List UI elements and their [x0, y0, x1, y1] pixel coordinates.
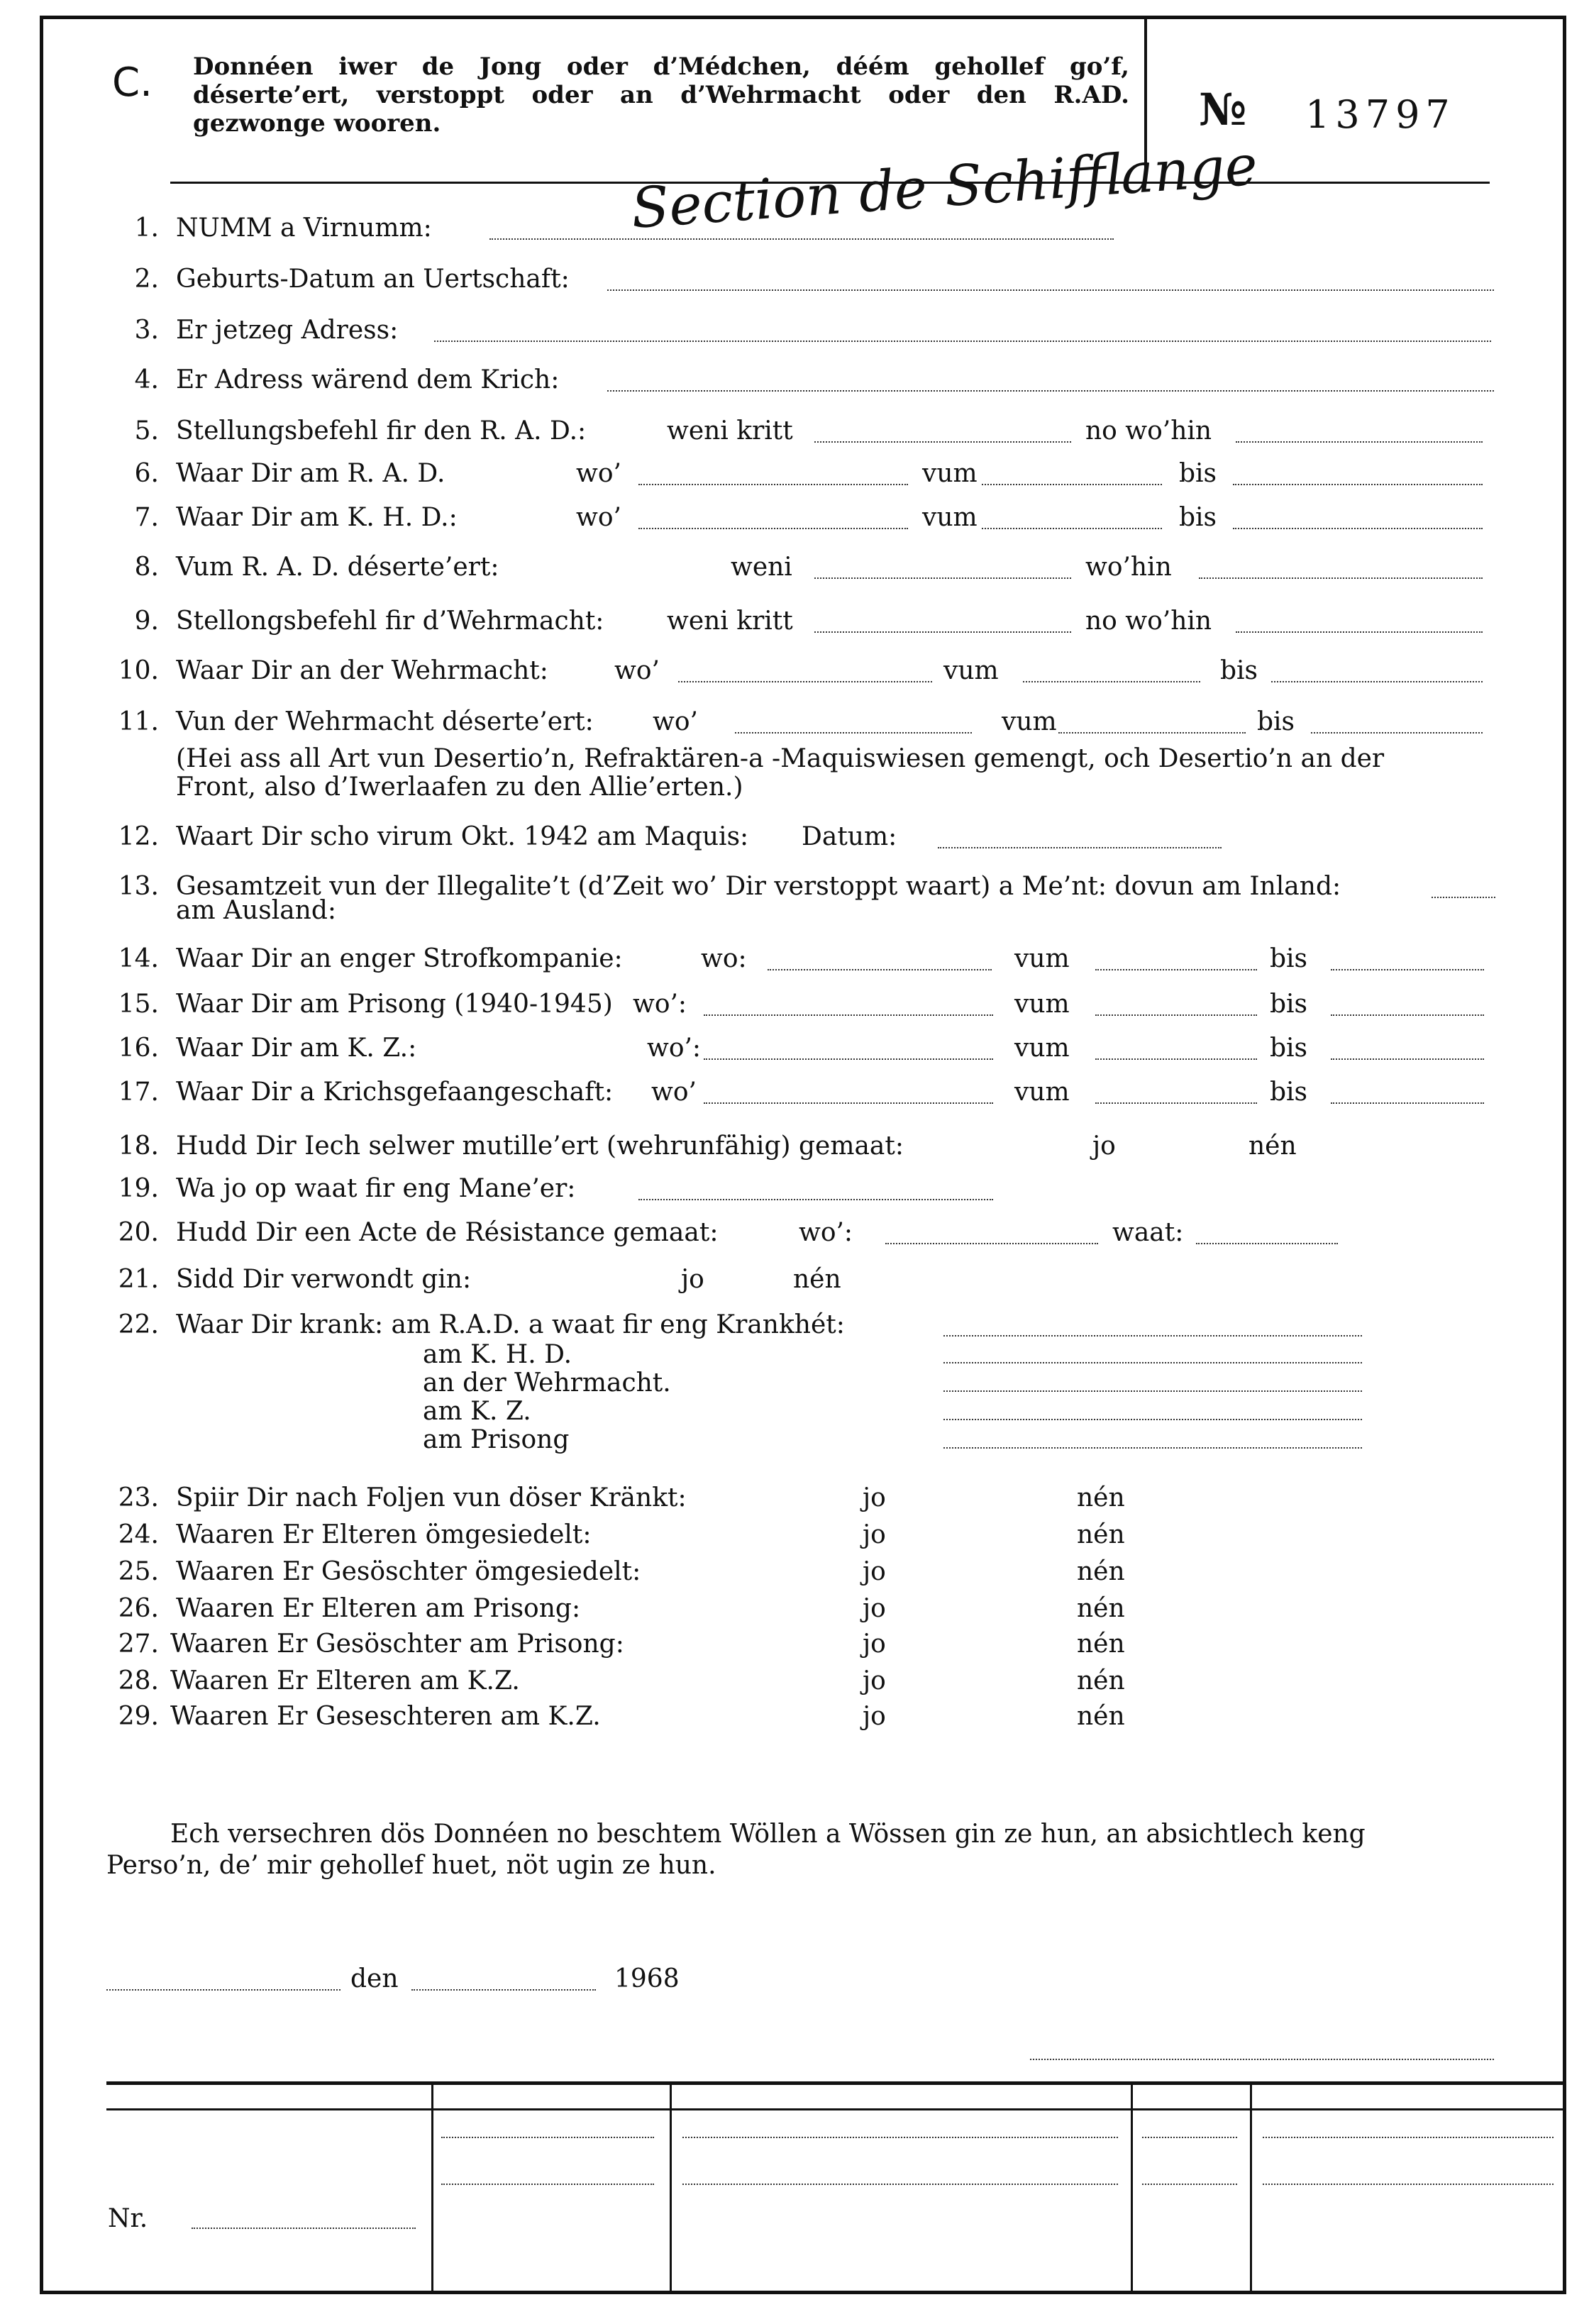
section-letter: C.: [112, 60, 153, 106]
row-9-number: 9.: [134, 607, 159, 636]
row-23-option-a[interactable]: jo: [863, 1483, 886, 1512]
row-12-label: Waart Dir scho virum Okt. 1942 am Maquis:: [176, 822, 749, 851]
row-14-field-a[interactable]: [768, 969, 992, 970]
form-number: 13797: [1305, 92, 1456, 137]
row22-field-3[interactable]: [943, 1419, 1362, 1420]
row-9-field-b[interactable]: [1236, 631, 1483, 633]
row-15-field-b[interactable]: [1095, 1014, 1257, 1016]
row-29-option-a[interactable]: jo: [863, 1702, 886, 1731]
form-title: Donnéen iwer de Jong oder d’Médchen, déém gehollef go’f, déserte’ert, verstoppt oder an d’Wehrmacht oder den R.AD. gezwonge wooren.: [193, 52, 1129, 138]
row-15-option-c: bis: [1270, 990, 1308, 1019]
row-5-number: 5.: [134, 416, 159, 446]
row-25-option-a[interactable]: jo: [863, 1557, 886, 1586]
row-17-option-a: wo’: [651, 1078, 697, 1107]
signature-field[interactable]: [1030, 2059, 1494, 2060]
row-7-field-b[interactable]: [982, 528, 1162, 529]
row-1-label: NUMM a Virnumm:: [176, 214, 432, 243]
row-15-field-a[interactable]: [704, 1014, 993, 1016]
row-27-option-b[interactable]: nén: [1077, 1629, 1125, 1659]
row-5-option-b: no wo’hin: [1085, 416, 1212, 446]
row-4-label: Er Adress wärend dem Krich:: [176, 365, 560, 394]
row-9-option-a: weni kritt: [667, 607, 793, 636]
row-23-label: Spiir Dir nach Foljen vun döser Kränkt:: [176, 1483, 687, 1512]
row-10-field-c[interactable]: [1271, 681, 1483, 682]
row-24-option-b[interactable]: nén: [1077, 1520, 1125, 1549]
row-6-number: 6.: [134, 459, 159, 488]
row-8-option-b: wo’hin: [1085, 553, 1172, 582]
row-17-field-a[interactable]: [704, 1102, 993, 1104]
row-3-field[interactable]: [434, 341, 1491, 342]
row-27-number: 27.: [118, 1629, 159, 1659]
row-11-option-b: vum: [1002, 707, 1057, 736]
row-6-field-c[interactable]: [1233, 484, 1483, 485]
row-9-label: Stellongsbefehl fir d’Wehrmacht:: [176, 607, 604, 636]
row-2-number: 2.: [134, 265, 159, 294]
row-20-field-a[interactable]: [885, 1243, 1098, 1244]
row-12-option-a: Datum:: [802, 822, 897, 851]
row-17-option-b: vum: [1014, 1078, 1070, 1107]
row-24-label: Waaren Er Elteren ömgesiedelt:: [176, 1520, 592, 1549]
row-8-field-b[interactable]: [1199, 577, 1483, 579]
row-21-label: Sidd Dir verwondt gin:: [176, 1265, 472, 1294]
footer-second-rule: [106, 2108, 1566, 2110]
row-7-option-c: bis: [1179, 503, 1217, 532]
row-28-label: Waaren Er Elteren am K.Z.: [170, 1666, 520, 1695]
row-20-label: Hudd Dir een Acte de Résistance gemaat:: [176, 1218, 719, 1247]
row-5-field-a[interactable]: [814, 441, 1071, 443]
row-22-label: Waar Dir krank: am R.A.D. a waat fir eng Krankhét:: [176, 1310, 845, 1339]
row-24-number: 24.: [118, 1520, 159, 1549]
row-10-option-a: wo’: [614, 656, 660, 685]
row-6-label: Waar Dir am R. A. D.: [176, 459, 445, 488]
row-16-option-b: vum: [1014, 1034, 1070, 1063]
row-11-field-b[interactable]: [1058, 732, 1246, 734]
row-11-option-c: bis: [1257, 707, 1295, 736]
row-26-label: Waaren Er Elteren am Prisong:: [176, 1594, 581, 1623]
row-10-label: Waar Dir an der Wehrmacht:: [176, 656, 548, 685]
row-21-number: 21.: [118, 1265, 159, 1294]
row-20-number: 20.: [118, 1218, 159, 1247]
row-18-label: Hudd Dir Iech selwer mutille’ert (wehrunfähig) gemaat:: [176, 1131, 904, 1161]
row-26-option-a[interactable]: jo: [863, 1594, 886, 1623]
row-13-field[interactable]: [1432, 897, 1495, 898]
row-10-option-c: bis: [1220, 656, 1258, 685]
row-20-option-a: wo’:: [799, 1218, 853, 1247]
row-19-field[interactable]: [638, 1199, 993, 1200]
row-2-field[interactable]: [607, 289, 1494, 291]
row-8-number: 8.: [134, 553, 159, 582]
row-9-field-a[interactable]: [814, 631, 1071, 633]
footer-col-1: [431, 2083, 433, 2294]
row-4-number: 4.: [134, 365, 159, 394]
row-26-option-b[interactable]: nén: [1077, 1594, 1125, 1623]
row-16-label: Waar Dir am K. Z.:: [176, 1034, 417, 1063]
number-sign: №: [1199, 84, 1247, 135]
row22-field-1[interactable]: [943, 1362, 1362, 1363]
row-9-option-b: no wo’hin: [1085, 607, 1212, 636]
row-6-option-c: bis: [1179, 459, 1217, 488]
row-14-option-c: bis: [1270, 944, 1308, 973]
footer-nr-label: Nr.: [108, 2204, 148, 2233]
row-8-field-a[interactable]: [814, 577, 1071, 579]
row-29-number: 29.: [118, 1702, 159, 1731]
row-6-field-b[interactable]: [982, 484, 1162, 485]
row-10-number: 10.: [118, 656, 159, 685]
declaration-line2: Perso’n, de’ mir gehollef huet, nöt ugin ze hun.: [106, 1851, 716, 1880]
row-22-number: 22.: [118, 1310, 159, 1339]
row-10-field-b[interactable]: [1023, 681, 1200, 682]
row-13-label: Gesamtzeit vun der Illegalite’t (d’Zeit wo’ Dir verstoppt waart) a Me’nt: dovun am Inland:: [176, 872, 1341, 901]
row22-field-2[interactable]: [943, 1390, 1362, 1392]
row-5-field-b[interactable]: [1236, 441, 1483, 443]
row22-sub-1: am K. H. D.: [423, 1340, 572, 1369]
footer-cell-c1[interactable]: [1142, 2137, 1237, 2138]
row-8-label: Vum R. A. D. déserte’ert:: [176, 553, 499, 582]
row22-sub-3: am K. Z.: [423, 1397, 531, 1426]
row-19-number: 19.: [118, 1174, 159, 1203]
footer-nr-field[interactable]: [192, 2228, 416, 2229]
row-14-option-b: vum: [1014, 944, 1070, 973]
place-field[interactable]: [106, 1989, 340, 1991]
footer-cell-d1[interactable]: [1263, 2137, 1554, 2138]
row-18-number: 18.: [118, 1131, 159, 1161]
row-23-option-b[interactable]: nén: [1077, 1483, 1125, 1512]
row-17-number: 17.: [118, 1078, 159, 1107]
row-11-field-a[interactable]: [735, 732, 972, 734]
row-7-option-a: wo’: [576, 503, 621, 532]
row-14-option-a: wo:: [701, 944, 747, 973]
row-14-field-c[interactable]: [1331, 969, 1484, 970]
footer-cell-d2[interactable]: [1263, 2184, 1554, 2185]
row-3-label: Er jetzeg Adress:: [176, 316, 399, 345]
row-14-label: Waar Dir an enger Strofkompanie:: [176, 944, 623, 973]
row-16-option-c: bis: [1270, 1034, 1308, 1063]
row-11-number: 11.: [118, 707, 159, 736]
row-16-field-c[interactable]: [1331, 1058, 1484, 1060]
row-18-option-a[interactable]: jo: [1092, 1131, 1116, 1161]
row-10-field-a[interactable]: [678, 681, 932, 682]
row-20-field-b[interactable]: [1196, 1243, 1338, 1244]
row22-sub-4: am Prisong: [423, 1425, 570, 1454]
handwritten-name: Section de Schifflange: [629, 133, 1260, 241]
row-5-option-a: weni kritt: [667, 416, 793, 446]
row-10-option-b: vum: [943, 656, 999, 685]
row-7-label: Waar Dir am K. H. D.:: [176, 503, 458, 532]
row-15-option-a: wo’:: [633, 990, 687, 1019]
row-20-option-b: waat:: [1112, 1218, 1184, 1247]
footer-col-3: [1131, 2083, 1133, 2294]
row-7-number: 7.: [134, 503, 159, 532]
row-15-option-b: vum: [1014, 990, 1070, 1019]
row-29-option-b[interactable]: nén: [1077, 1702, 1125, 1731]
row-28-option-a[interactable]: jo: [863, 1666, 886, 1695]
row-27-option-a[interactable]: jo: [863, 1629, 886, 1659]
row-28-option-b[interactable]: nén: [1077, 1666, 1125, 1695]
row-11-field-c[interactable]: [1311, 732, 1483, 734]
date-field[interactable]: [411, 1989, 596, 1991]
footer-col-4: [1250, 2083, 1252, 2294]
row-16-field-a[interactable]: [704, 1058, 993, 1060]
row-18-option-b[interactable]: nén: [1248, 1131, 1297, 1161]
row-17-field-c[interactable]: [1331, 1102, 1484, 1104]
row-14-field-b[interactable]: [1095, 969, 1257, 970]
footer-cell-a2[interactable]: [441, 2184, 654, 2185]
row13-continuation: am Ausland:: [176, 896, 337, 925]
row-8-option-a: weni: [731, 553, 792, 582]
row-1-field[interactable]: [489, 238, 1114, 240]
footer-cell-b2[interactable]: [682, 2184, 1118, 2185]
row-1-number: 1.: [134, 214, 159, 243]
row-12-number: 12.: [118, 822, 159, 851]
row11-note-line1: (Hei ass all Art vun Desertio’n, Refraktären-a -Maquiswiesen gemengt, och Desertio’n an der: [176, 744, 1385, 773]
row-7-field-c[interactable]: [1233, 528, 1483, 529]
row-21-option-a[interactable]: jo: [681, 1265, 704, 1294]
footer-col-2: [670, 2083, 672, 2294]
row-15-number: 15.: [118, 990, 159, 1019]
row-23-number: 23.: [118, 1483, 159, 1512]
row-11-option-a: wo’: [653, 707, 698, 736]
date-year: 1968: [614, 1964, 680, 1993]
footer-cell-b1[interactable]: [682, 2137, 1118, 2138]
date-den: den: [350, 1964, 399, 1993]
row22-field-4[interactable]: [943, 1447, 1362, 1449]
row-13-number: 13.: [118, 872, 159, 901]
row-26-number: 26.: [118, 1594, 159, 1623]
row-29-label: Waaren Er Geseschteren am K.Z.: [170, 1702, 601, 1731]
row-3-number: 3.: [134, 316, 159, 345]
row-16-field-b[interactable]: [1095, 1058, 1257, 1060]
row-16-option-a: wo’:: [647, 1034, 702, 1063]
row11-note-line2: Front, also d’Iwerlaafen zu den Allie’erten.): [176, 773, 743, 802]
row-17-field-b[interactable]: [1095, 1102, 1257, 1104]
row-7-option-b: vum: [922, 503, 978, 532]
footer-cell-a1[interactable]: [441, 2137, 654, 2138]
row-11-label: Vun der Wehrmacht déserte’ert:: [176, 707, 594, 736]
row-5-label: Stellungsbefehl fir den R. A. D.:: [176, 416, 587, 446]
row-17-label: Waar Dir a Krichsgefaangeschaft:: [176, 1078, 614, 1107]
footer-top-rule: [106, 2081, 1566, 2085]
row-19-label: Wa jo op waat fir eng Mane’er:: [176, 1174, 576, 1203]
row-25-option-b[interactable]: nén: [1077, 1557, 1125, 1586]
row-15-label: Waar Dir am Prisong (1940-1945): [176, 990, 613, 1019]
declaration-line1: Ech versechren dös Donnéen no beschtem Wöllen a Wössen gin ze hun, an absichtlech keng: [170, 1820, 1366, 1849]
row-4-field[interactable]: [607, 390, 1494, 392]
row22-sub-2: an der Wehrmacht.: [423, 1368, 671, 1398]
row-15-field-c[interactable]: [1331, 1014, 1484, 1016]
row-28-number: 28.: [118, 1666, 159, 1695]
row-27-label: Waaren Er Gesöschter am Prisong:: [170, 1629, 624, 1659]
row-2-label: Geburts-Datum an Uertschaft:: [176, 265, 570, 294]
row-6-option-b: vum: [922, 459, 978, 488]
row-25-label: Waaren Er Gesöschter ömgesiedelt:: [176, 1557, 641, 1586]
row-22-field[interactable]: [943, 1335, 1362, 1337]
row-7-field-a[interactable]: [638, 528, 908, 529]
row-25-number: 25.: [118, 1557, 159, 1586]
row-17-option-c: bis: [1270, 1078, 1308, 1107]
row-21-option-b[interactable]: nén: [793, 1265, 841, 1294]
row-14-number: 14.: [118, 944, 159, 973]
row-6-field-a[interactable]: [638, 484, 908, 485]
row-24-option-a[interactable]: jo: [863, 1520, 886, 1549]
row-16-number: 16.: [118, 1034, 159, 1063]
row-12-field-a[interactable]: [938, 847, 1222, 848]
footer-cell-c2[interactable]: [1142, 2184, 1237, 2185]
row-6-option-a: wo’: [576, 459, 621, 488]
